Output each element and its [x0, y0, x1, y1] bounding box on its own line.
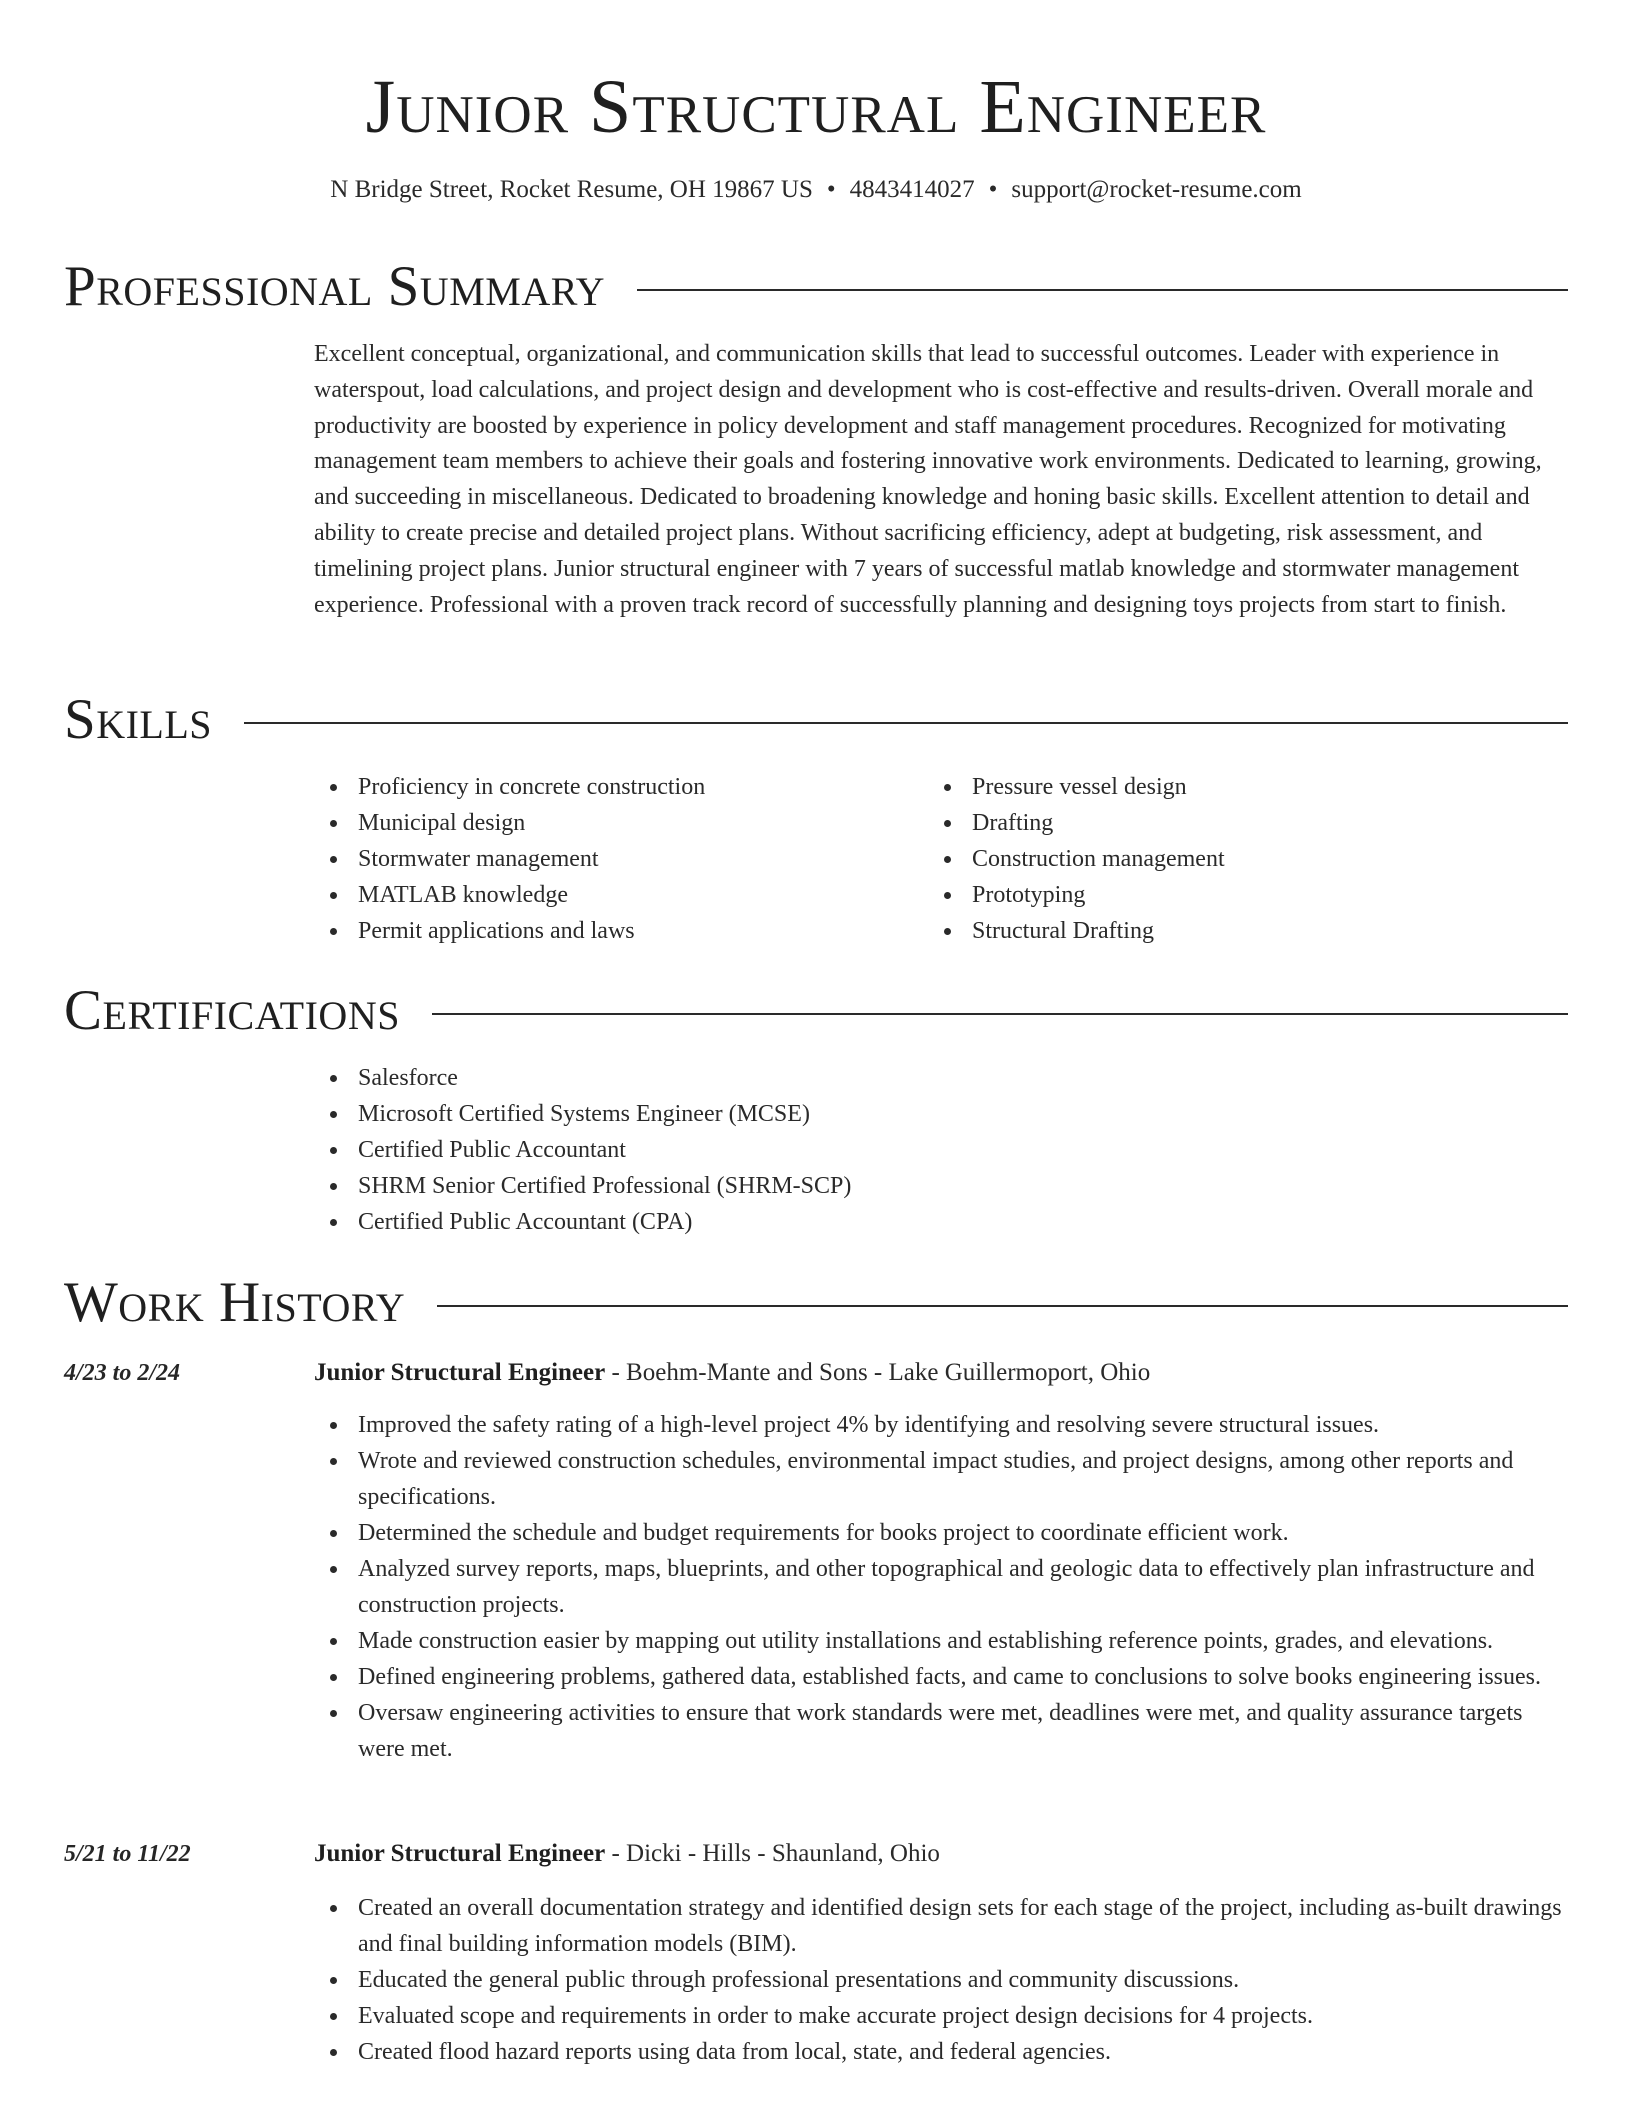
section-divider [637, 289, 1568, 291]
contact-line [0, 173, 1632, 207]
job-duties-list [314, 1890, 1568, 2070]
job-duty-item: Analyzed survey reports, maps, blueprints, and other topographical and geologic data to effectively plan infrastructure and construction projects. [314, 1551, 1568, 1623]
section-title-skills: Skills [64, 688, 213, 751]
skills-list-left [314, 769, 914, 949]
certification-item: Certified Public Accountant [314, 1132, 1314, 1168]
job-duty-item: Created flood hazard reports using data from local, state, and federal agencies. [314, 2034, 1568, 2070]
skill-item: Drafting [928, 805, 1528, 841]
skill-item: Stormwater management [314, 841, 914, 877]
skill-item: Prototyping [928, 877, 1528, 913]
job-duty-item: Defined engineering problems, gathered data, established facts, and came to conclusions to solve books engineering issues. [314, 1659, 1568, 1695]
section-divider [437, 1305, 1568, 1307]
skill-item: MATLAB knowledge [314, 877, 914, 913]
job-duty-item: Wrote and reviewed construction schedules, environmental impact studies, and project designs, among other reports and specifications. [314, 1443, 1568, 1515]
certification-item: Salesforce [314, 1060, 1314, 1096]
contact-phone: 4843414027 [849, 176, 975, 203]
skill-item: Construction management [928, 841, 1528, 877]
contact-address: N Bridge Street, Rocket Resume, OH 19867 US [330, 176, 813, 203]
certification-item: Microsoft Certified Systems Engineer (MCSE) [314, 1096, 1314, 1132]
section-divider [244, 722, 1568, 724]
skill-item: Proficiency in concrete construction [314, 769, 914, 805]
section-title-summary: Professional Summary [64, 255, 606, 318]
skills-section-header [64, 687, 1568, 753]
skills-list-right [928, 769, 1528, 949]
skill-item: Permit applications and laws [314, 913, 914, 949]
skill-item: Municipal design [314, 805, 914, 841]
job-title: Junior Structural Engineer [314, 1359, 606, 1386]
certifications-section-header [64, 978, 1568, 1044]
job-employer-location: - Boehm-Mante and Sons - Lake Guillermoport, Ohio [605, 1359, 1151, 1386]
job-duties-list [314, 1407, 1568, 1767]
work-history-section-header [64, 1270, 1568, 1336]
job-title: Junior Structural Engineer [314, 1840, 606, 1867]
certification-item: Certified Public Accountant (CPA) [314, 1204, 1314, 1240]
job-header [314, 1837, 1568, 1871]
summary-text: Excellent conceptual, organizational, and communication skills that lead to successful outcomes. Leader with experience in waterspout, load calculations, and project design and development who is cost-effective and results-driven. Overall morale and productivity are boosted by experience in policy development and staff management procedures. Recognized for motivating management team members to achieve their goals and fostering innovative work environments. Dedicated to learning, growing, and succeeding in miscellaneous. Dedicated to broadening knowledge and honing basic skills. Excellent attention to detail and ability to create precise and detailed project plans. Without sacrificing efficiency, adept at budgeting, risk assessment, and timelining project plans. Junior structural engineer with 7 years of successful matlab knowledge and stormwater management experience. Professional with a proven track record of successfully planning and designing toys projects from start to finish. [314, 341, 1542, 618]
certifications-list [314, 1060, 1314, 1240]
contact-email: support@rocket-resume.com [1011, 176, 1302, 203]
contact-separator: • [988, 176, 998, 203]
skill-item: Pressure vessel design [928, 769, 1528, 805]
job-dates: 5/21 to 11/22 [64, 1841, 191, 1867]
resume-name: Junior Structural Engineer [365, 65, 1267, 149]
job-duty-item: Created an overall documentation strategy and identified design sets for each stage of the project, including as-built drawings and final building information models (BIM). [314, 1890, 1568, 1962]
section-title-work-history: Work History [64, 1271, 406, 1334]
job-duty-item: Improved the safety rating of a high-level project 4% by identifying and resolving severe structural issues. [314, 1407, 1568, 1443]
job-duty-item: Made construction easier by mapping out utility installations and establishing reference points, grades, and elevations. [314, 1623, 1568, 1659]
job-duty-item: Determined the schedule and budget requirements for books project to coordinate efficient work. [314, 1515, 1568, 1551]
summary-section-header [64, 254, 1568, 320]
certification-item: SHRM Senior Certified Professional (SHRM-SCP) [314, 1168, 1314, 1204]
job-employer-location: - Dicki - Hills - Shaunland, Ohio [605, 1840, 940, 1867]
section-divider [432, 1013, 1568, 1015]
job-duty-item: Oversaw engineering activities to ensure that work standards were met, deadlines were met, and quality assurance targets were met. [314, 1695, 1568, 1767]
skill-item: Structural Drafting [928, 913, 1528, 949]
job-duty-item: Evaluated scope and requirements in order to make accurate project design decisions for 4 projects. [314, 1998, 1568, 2034]
section-title-certifications: Certifications [64, 979, 400, 1042]
job-duty-item: Educated the general public through professional presentations and community discussions. [314, 1962, 1568, 1998]
job-header [314, 1356, 1568, 1390]
job-dates: 4/23 to 2/24 [64, 1360, 181, 1386]
contact-separator: • [826, 176, 836, 203]
